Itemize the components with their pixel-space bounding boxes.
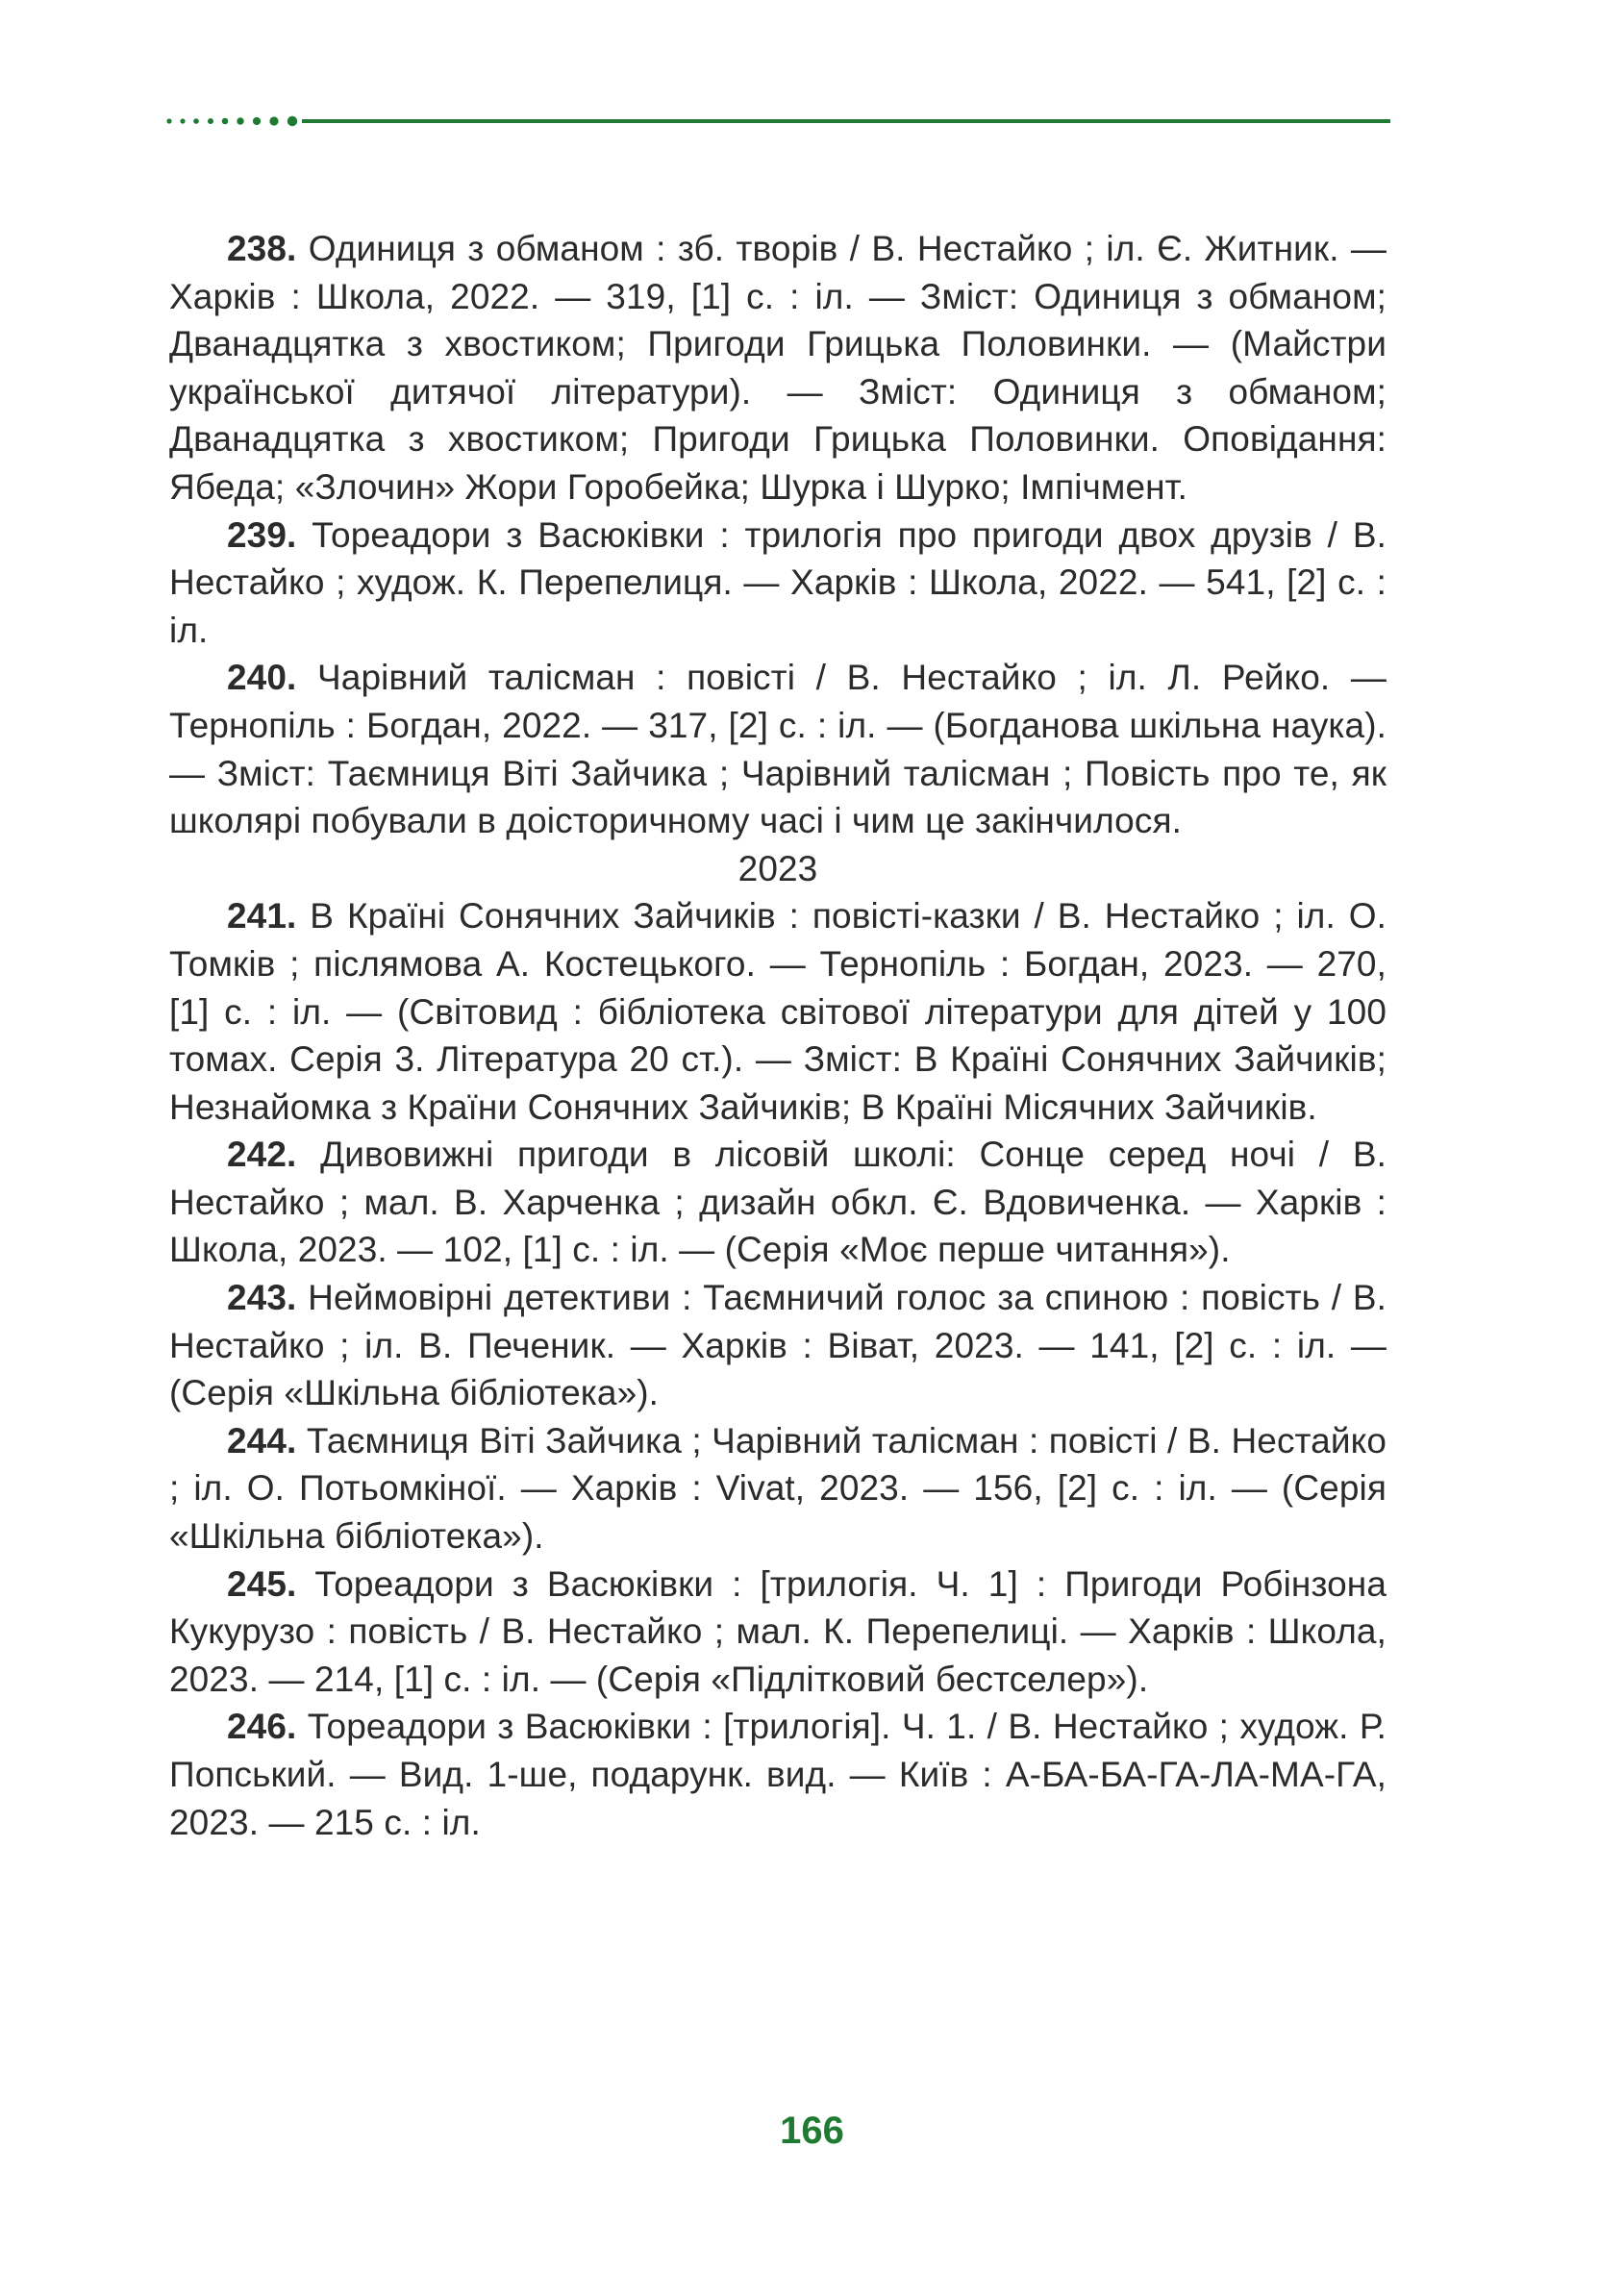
entry-text: Одиниця з обманом : зб. творів / В. Нестайко ; іл. Є. Житник. — Харків : Школа, 2022. — 319, [1] с. : іл. — Зміст: Одиниця з обманом; Дванадцятка з хвостиком; Пригоди Грицька Половинки. — (Майстри української дитячої літератури). — Зміст: Одиниця з обманом; Дванадцятка з хвостиком; Пригоди Грицька Половинки. Оповідання: Ябеда; «Злочин» Жори Горобейка; Шурка і Шурко; Імпічмент. xyxy=(169,229,1387,507)
bibliography-list xyxy=(169,225,1387,1846)
entry-text: Тореадори з Васюківки : [трилогія. Ч. 1] : Пригоди Робінзона Кукурузо : повість / В. Нестайко ; мал. К. Перепелиці. — Харків : Школа, 2023. — 214, [1] с. : іл. — (Серія «Підлітковий бестселер»). xyxy=(169,1563,1387,1699)
entry-text: Таємниця Віті Зайчика ; Чарівний талісман : повісті / В. Нестайко ; іл. О. Потьомкіної. — Харків : Vivat, 2023. — 156, [2] с. : іл. — (Серія «Шкільна бібліотека»). xyxy=(169,1420,1387,1557)
entry-text: Тореадори з Васюківки : [трилогія]. Ч. 1. / В. Нестайко ; худож. Р. Попський. — Вид. 1-ше, подарунк. вид. — Київ : А-БА-БА-ГА-ЛА-МА-ГА, 2023. — 215 с. : іл. xyxy=(169,1707,1387,1842)
header-dotted-rule xyxy=(165,113,1390,129)
entry-number: 239. xyxy=(227,514,297,555)
bibliography-entry-243 xyxy=(169,1274,1387,1417)
bibliography-entry-241 xyxy=(169,892,1387,1131)
entry-number: 246. xyxy=(227,1707,297,1747)
header-rule-graphic xyxy=(165,113,1390,129)
entry-number: 238. xyxy=(227,229,297,268)
page-number: 166 xyxy=(780,2110,844,2152)
entry-number: 245. xyxy=(227,1563,297,1604)
entry-number: 241. xyxy=(227,896,297,936)
bibliography-entry-244 xyxy=(169,1417,1387,1560)
bibliography-entry-239 xyxy=(169,512,1387,655)
bibliography-entry-246 xyxy=(169,1703,1387,1846)
entry-text: Чарівний талісман : повісті / В. Нестайко ; іл. Л. Рейко. — Тернопіль : Богдан, 2022. — 317, [2] с. : іл. — (Богданова шкільна наука). — Зміст: Таємниця Віті Зайчика ; Чарівний талісман ; Повість про те, як школярі побували в доісторичному часі і чим це закінчилося. xyxy=(169,658,1387,841)
bibliography-entry-240 xyxy=(169,654,1387,844)
entry-number: 243. xyxy=(227,1278,297,1318)
entry-number: 240. xyxy=(227,658,297,698)
year-heading: 2023 xyxy=(737,848,818,888)
bibliography-entry-245 xyxy=(169,1560,1387,1704)
entry-text: Неймовірні детективи : Таємничий голос за спиною : повість / В. Нестайко ; іл. В. Печеник. — Харків : Віват, 2023. — 141, [2] с. : іл. — (Серія «Шкільна бібліотека»). xyxy=(169,1278,1387,1413)
bibliography-entry-238 xyxy=(169,225,1387,512)
entry-text: Тореадори з Васюківки : трилогія про пригоди двох друзів / В. Нестайко ; худож. К. Перепелиця. — Харків : Школа, 2022. — 541, [2] с. : іл. xyxy=(169,514,1387,650)
bibliography-entry-242 xyxy=(169,1131,1387,1274)
entry-text: В Країні Сонячних Зайчиків : повісті-казки / В. Нестайко ; іл. О. Томків ; післямова А. Костецького. — Тернопіль : Богдан, 2023. — 270, [1] с. : іл. — (Світовид : бібліотека світової літератури для дітей у 100 томах. Серія 3. Література 20 ст.). — Зміст: В Країні Сонячних Зайчиків; Незнайомка з Країни Сонячних Зайчиків; В Країні Місячних Зайчиків. xyxy=(169,896,1387,1127)
entry-number: 242. xyxy=(227,1135,297,1175)
entry-text: Дивовижні пригоди в лісовій школі: Сонце серед ночі / В. Нестайко ; мал. В. Харченка ; дизайн обкл. Є. Вдовиченка. — Харків : Школа, 2023. — 102, [1] с. : іл. — (Серія «Моє перше читання»). xyxy=(169,1135,1387,1270)
entry-number: 244. xyxy=(227,1420,297,1461)
